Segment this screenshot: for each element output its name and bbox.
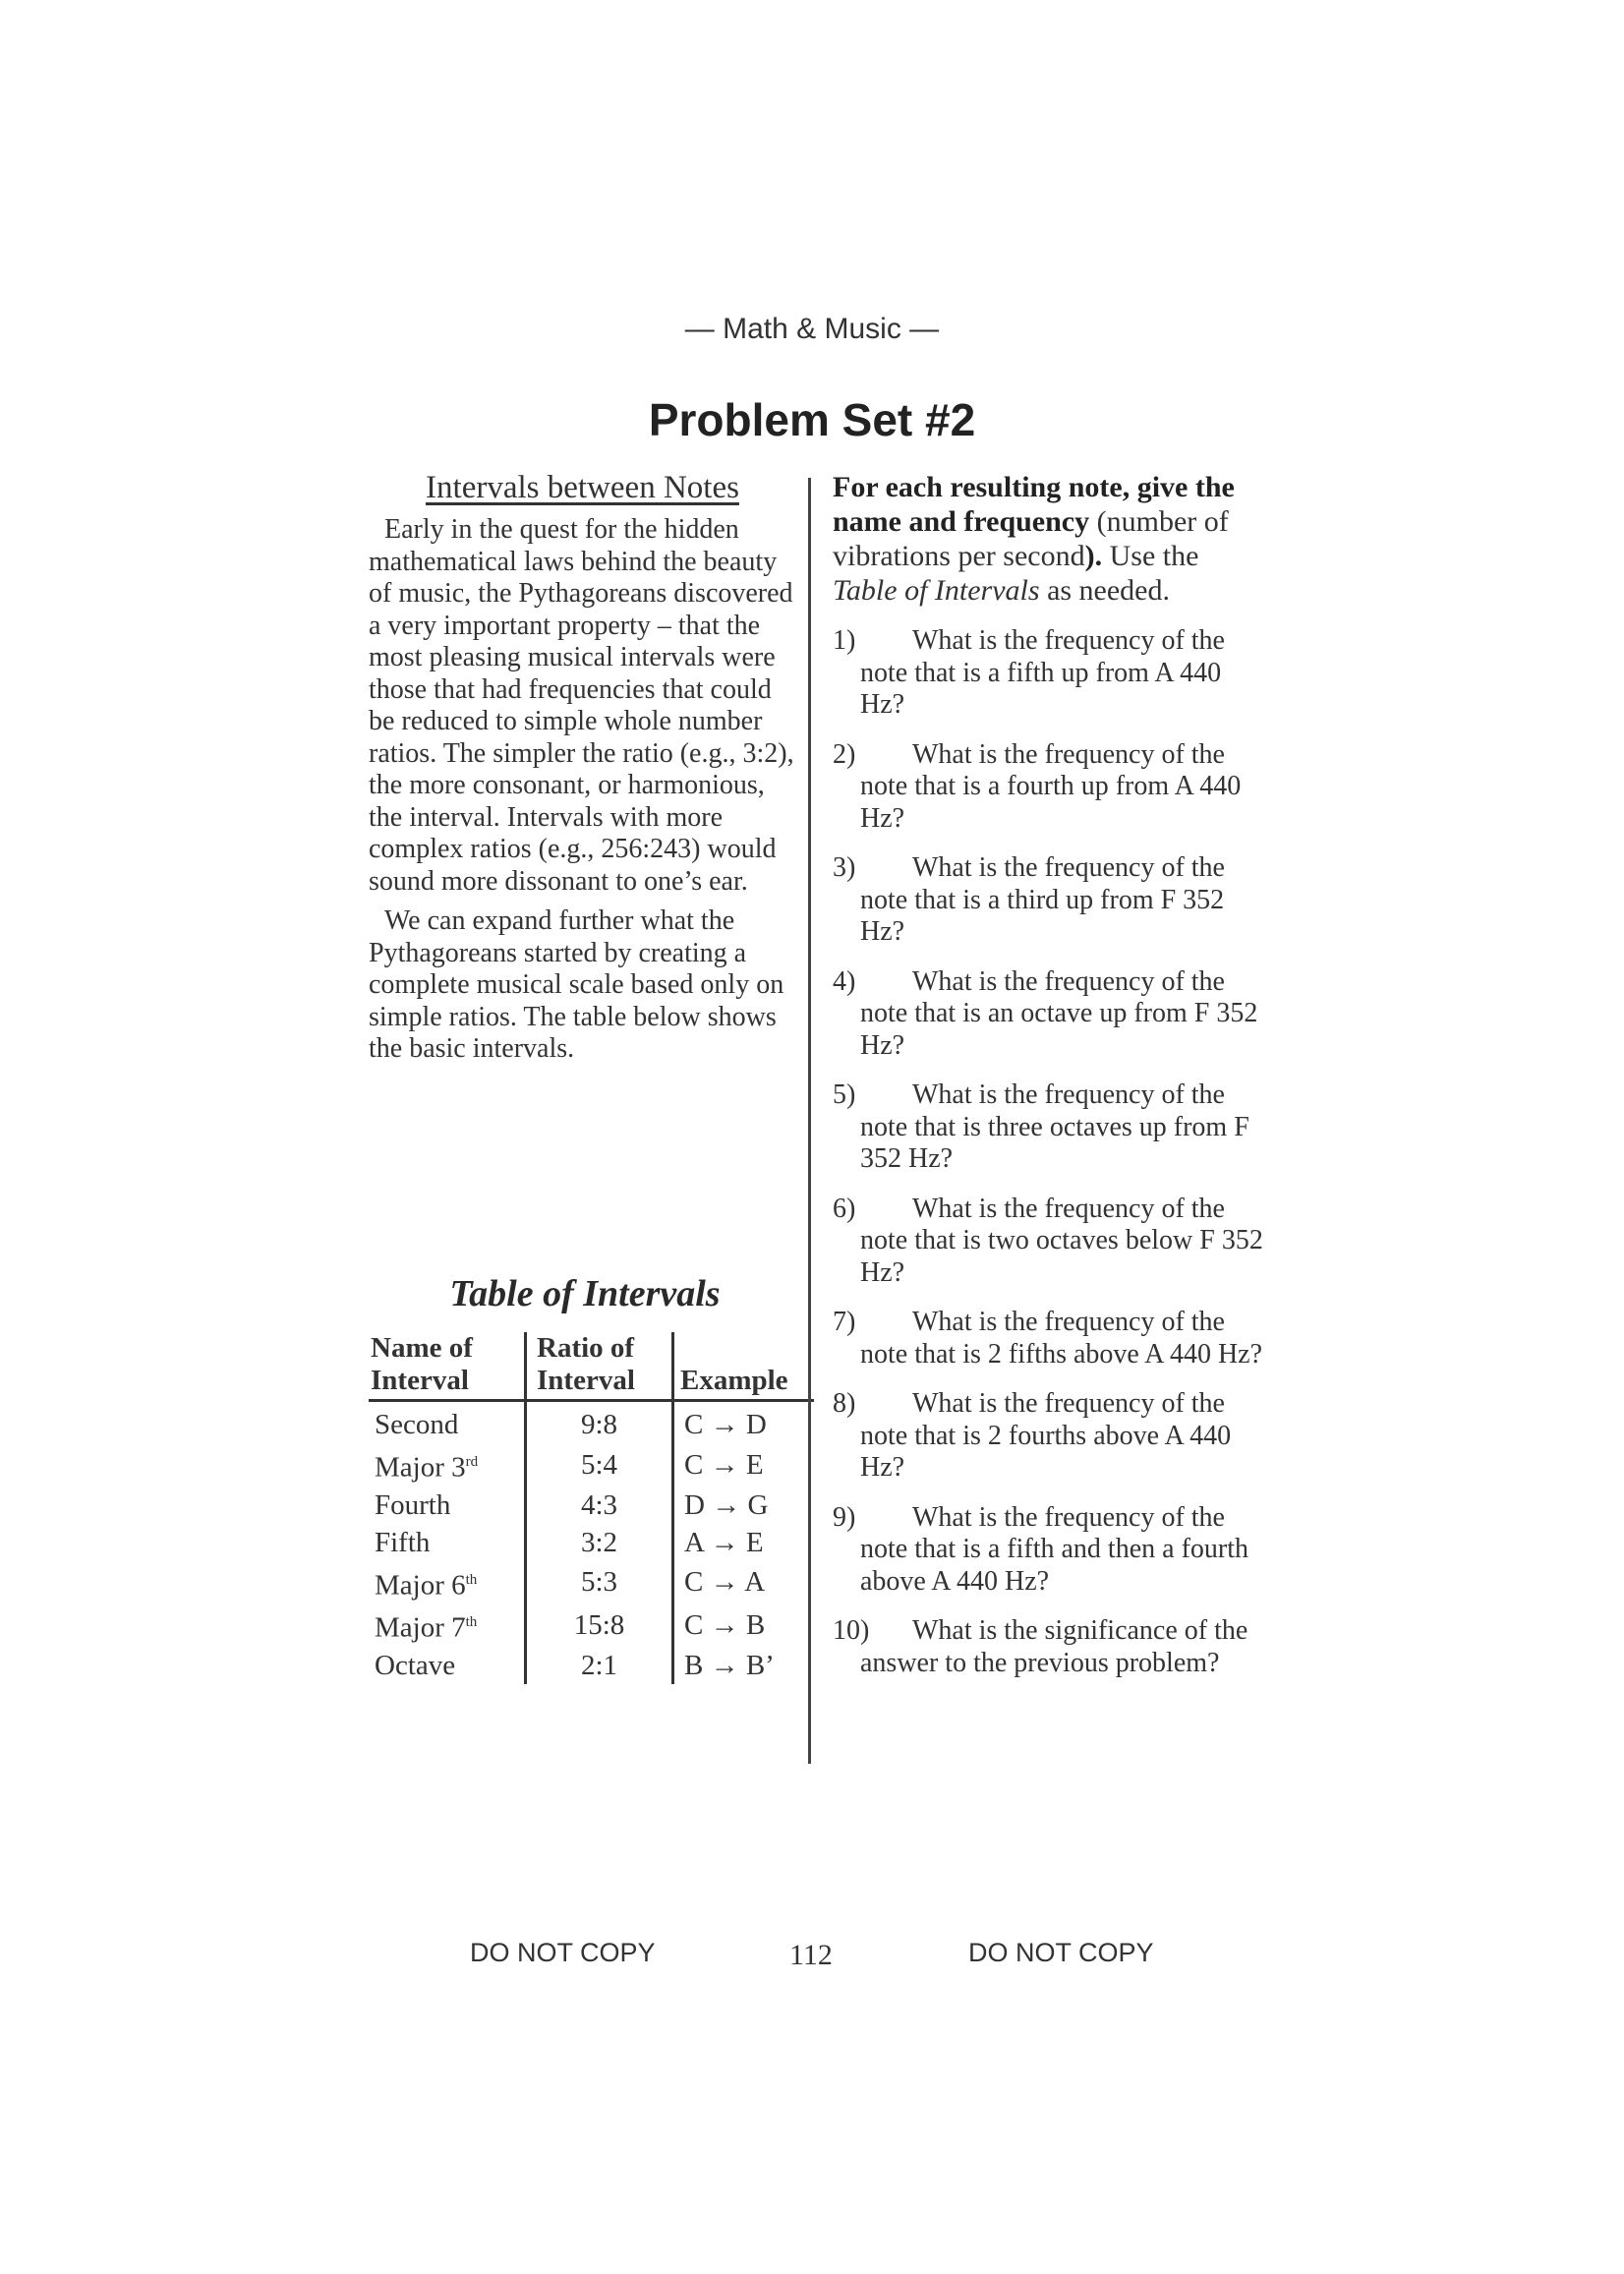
- instructions-text: Use the: [1102, 540, 1199, 572]
- question-item: [833, 739, 1265, 836]
- header-line: Name of: [371, 1332, 473, 1364]
- interval-example: C → D: [673, 1401, 815, 1444]
- instructions-bold-lead: For each resulting note, give the name and frequency: [833, 471, 1235, 538]
- interval-name: Octave: [375, 1649, 456, 1681]
- interval-ratio: 5:3: [526, 1561, 673, 1604]
- interval-name: Fourth: [375, 1488, 451, 1521]
- instructions-table-ref: Table of Intervals: [833, 574, 1040, 607]
- questions-list: [833, 625, 1265, 1679]
- question-number: 3): [833, 852, 856, 883]
- question-text: What is the frequency of the note that is a fourth up from A 440 Hz?: [860, 738, 1242, 834]
- header-line: Ratio of: [537, 1332, 635, 1364]
- instructions-bold-mid: ).: [1084, 540, 1103, 572]
- interval-name-cell: [369, 1647, 526, 1684]
- question-text: What is the frequency of the note that is a fifth and then a fourth above A 440 Hz?: [860, 1501, 1248, 1597]
- interval-example: A → E: [673, 1524, 815, 1561]
- interval-ratio: 3:2: [526, 1524, 673, 1561]
- running-header: — Math & Music —: [684, 313, 940, 345]
- table-row: [369, 1561, 814, 1604]
- interval-name: Major 7: [375, 1611, 466, 1644]
- interval-name: Major 6: [375, 1569, 466, 1602]
- table-row: [369, 1487, 814, 1524]
- header-example: [673, 1332, 815, 1401]
- question-item: [833, 852, 1265, 949]
- interval-name-cell: [369, 1561, 526, 1604]
- page-title: Problem Set #2: [648, 394, 976, 445]
- table-row: [369, 1443, 814, 1487]
- table-title: Table of Intervals: [449, 1273, 721, 1314]
- interval-name: Major 3: [375, 1451, 466, 1484]
- question-item: [833, 966, 1265, 1063]
- question-text: What is the frequency of the note that is two octaves below F 352 Hz?: [860, 1193, 1263, 1288]
- question-text: What is the frequency of the note that is an octave up from F 352 Hz?: [860, 965, 1258, 1061]
- question-text: What is the frequency of the note that is three octaves up from F 352 Hz?: [860, 1079, 1249, 1174]
- question-text: What is the frequency of the note that is a fifth up from A 440 Hz?: [860, 625, 1225, 720]
- interval-ratio: 15:8: [526, 1603, 673, 1647]
- interval-name-cell: [369, 1401, 526, 1444]
- question-text: What is the frequency of the note that is 2 fifths above A 440 Hz?: [860, 1307, 1263, 1370]
- interval-ratio: 4:3: [526, 1487, 673, 1524]
- interval-example: C → B: [673, 1603, 815, 1647]
- interval-example: C → E: [673, 1443, 815, 1487]
- footer-copy-notice-left: DO NOT COPY: [470, 1938, 656, 1967]
- instructions: [833, 470, 1265, 608]
- question-number: 5): [833, 1079, 856, 1110]
- question-text: What is the frequency of the note that is 2 fourths above A 440 Hz?: [860, 1388, 1232, 1483]
- interval-ratio: 9:8: [526, 1401, 673, 1444]
- question-item: [833, 1615, 1265, 1679]
- header-line: Interval: [371, 1365, 469, 1396]
- left-column: [369, 470, 796, 1074]
- intro-paragraph-2: We can expand further what the Pythagoreans started by creating a complete musical scale based only on simple ratios. The table below shows the basic intervals.: [369, 905, 784, 1064]
- interval-example: C → A: [673, 1561, 815, 1604]
- question-item: [833, 1079, 1265, 1176]
- question-number: 4): [833, 965, 856, 997]
- question-text: What is the frequency of the note that is a third up from F 352 Hz?: [860, 852, 1225, 947]
- intervals-table-body: [369, 1401, 814, 1684]
- question-number: 6): [833, 1193, 856, 1224]
- intro-paragraph-1: Early in the quest for the hidden mathematical laws behind the beauty of music, the Pythagoreans discovered a very important property – that the most pleasing musical intervals were those that had frequencies that could be reduced to simple whole number ratios. The simpler the ratio (e.g., 3:2), the more consonant, or harmonious, the interval. Intervals with more complex ratios (e.g., 256:243) would sound more dissonant to one’s ear.: [369, 514, 794, 897]
- question-number: 9): [833, 1501, 856, 1533]
- interval-name: Fifth: [375, 1526, 431, 1558]
- question-number: 8): [833, 1388, 856, 1419]
- header-name-of-interval: [369, 1332, 526, 1401]
- header-line: Example: [680, 1365, 788, 1396]
- ordinal-suffix: th: [465, 1614, 478, 1631]
- question-number: 2): [833, 738, 856, 770]
- ordinal-suffix: th: [465, 1571, 478, 1588]
- table-row: [369, 1647, 814, 1684]
- question-text: What is the significance of the answer to the previous problem?: [860, 1615, 1248, 1678]
- interval-name-cell: [369, 1524, 526, 1561]
- column-divider: [808, 478, 811, 1764]
- page-number: 112: [789, 1939, 833, 1971]
- ordinal-suffix: rd: [465, 1454, 479, 1470]
- right-column: [833, 470, 1265, 1697]
- table-row: [369, 1401, 814, 1444]
- table-row: [369, 1524, 814, 1561]
- table-header-row: [369, 1332, 814, 1401]
- interval-name-cell: [369, 1487, 526, 1524]
- question-item: [833, 1388, 1265, 1485]
- question-item: [833, 1307, 1265, 1370]
- interval-name-cell: [369, 1443, 526, 1487]
- interval-ratio: 5:4: [526, 1443, 673, 1487]
- header-ratio-of-interval: [526, 1332, 673, 1401]
- section-heading: Intervals between Notes: [426, 470, 739, 505]
- interval-name: Second: [375, 1409, 459, 1440]
- interval-ratio: 2:1: [526, 1647, 673, 1684]
- question-number: 1): [833, 625, 856, 656]
- interval-name-cell: [369, 1603, 526, 1647]
- question-item: [833, 1194, 1265, 1290]
- footer-copy-notice-right: DO NOT COPY: [968, 1938, 1154, 1967]
- instructions-text: as needed.: [1039, 574, 1170, 607]
- question-item: [833, 1502, 1265, 1599]
- interval-example: B → B’: [673, 1647, 815, 1684]
- intervals-table: [369, 1332, 814, 1684]
- question-number: 7): [833, 1307, 856, 1337]
- question-item: [833, 625, 1265, 722]
- interval-example: D → G: [673, 1487, 815, 1524]
- question-number: 10): [833, 1615, 870, 1646]
- table-row: [369, 1603, 814, 1647]
- instructions-text: (number of vibrations per second: [833, 505, 1229, 572]
- header-line: Interval: [537, 1365, 635, 1396]
